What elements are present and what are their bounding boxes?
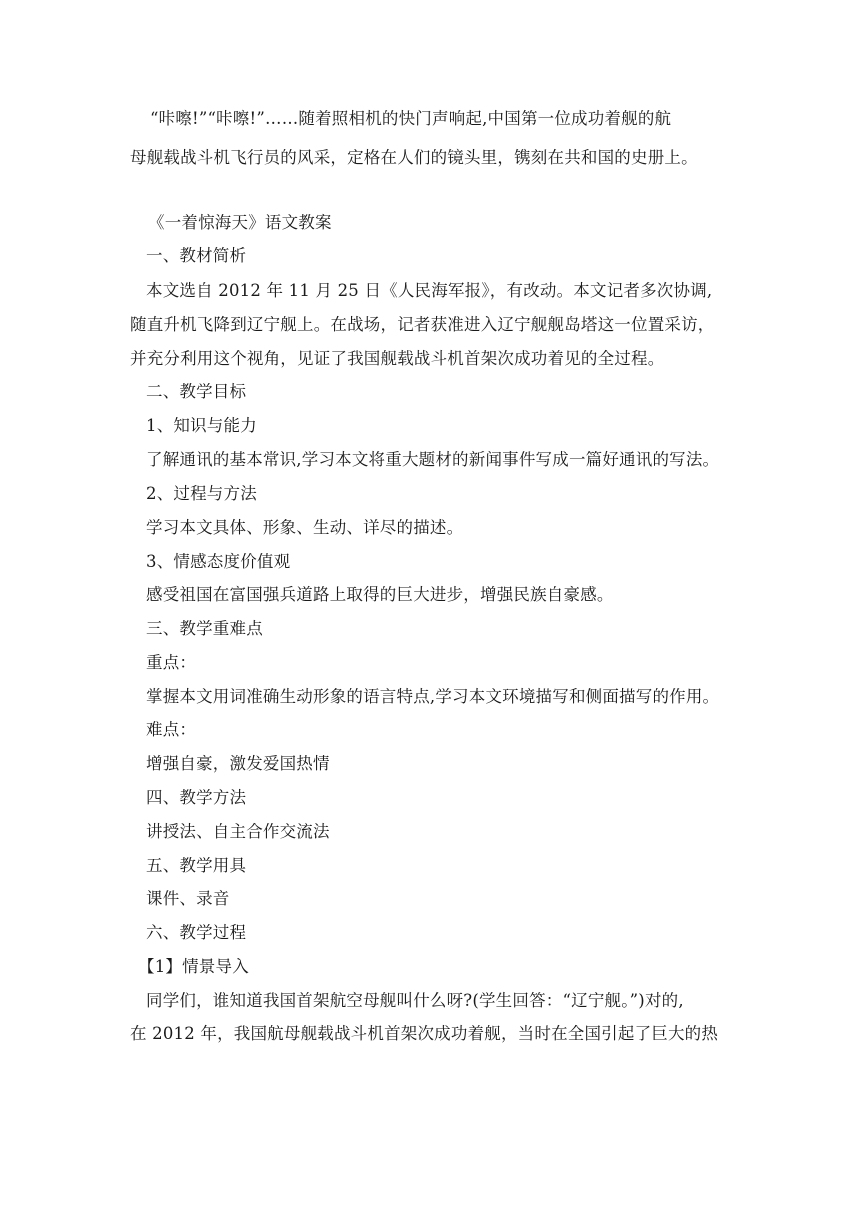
intro-line-2: 母舰载战斗机飞行员的风采，定格在人们的镜头里，镌刻在共和国的史册上。 xyxy=(130,148,698,167)
tools-body: 课件、录音 xyxy=(146,889,230,908)
section-heading-tools: 五、教学用具 xyxy=(146,856,247,875)
goal-heading-process: 2、过程与方法 xyxy=(146,484,257,503)
step-heading-scene-intro: 【1】情景导入 xyxy=(138,957,249,976)
goal-heading-knowledge: 1、知识与能力 xyxy=(146,416,257,435)
goal-heading-attitude: 3、情感态度价值观 xyxy=(146,552,291,571)
section-heading-textbook: 一、教材简析 xyxy=(146,246,247,265)
key-point-label: 重点： xyxy=(146,653,197,672)
textbook-paragraph-line-3: 并充分利用这个视角，见证了我国舰载战斗机首架次成功着见的全过程。 xyxy=(130,349,665,368)
textbook-paragraph-line-1: 本文选自 2012 年 11 月 25 日《人民海军报》，有改动。本文记者多次协调, xyxy=(146,281,713,300)
intro-line-1: “咔嚓!”“咔嚓!”……随着照相机的快门声响起,中国第一位成功着舰的航 xyxy=(150,109,672,128)
difficulty-label: 难点： xyxy=(146,720,197,739)
goal-body-attitude: 感受祖国在富国强兵道路上取得的巨大进步，增强民族自豪感。 xyxy=(146,585,614,604)
lesson-title: 《一着惊海天》语文教案 xyxy=(148,213,332,232)
difficulty-body: 增强自豪，激发爱国热情 xyxy=(146,754,330,773)
goal-body-knowledge: 了解通讯的基本常识,学习本文将重大题材的新闻事件写成一篇好通讯的写法。 xyxy=(146,450,720,469)
textbook-paragraph-line-2: 随直升机飞降到辽宁舰上。在战场，记者获准进入辽宁舰舰岛塔这一位置采访， xyxy=(130,315,715,334)
goal-body-process: 学习本文具体、形象、生动、详尽的描述。 xyxy=(146,518,464,537)
scene-intro-line-2: 在 2012 年，我国航母舰载战斗机首架次成功着舰，当时在全国引起了巨大的热 xyxy=(130,1024,719,1043)
methods-body: 讲授法、自主合作交流法 xyxy=(146,822,330,841)
section-heading-goals: 二、教学目标 xyxy=(146,382,247,401)
key-point-body: 掌握本文用词准确生动形象的语言特点,学习本文环境描写和侧面描写的作用。 xyxy=(146,687,720,706)
section-heading-process: 六、教学过程 xyxy=(146,923,247,942)
section-heading-key-points: 三、教学重难点 xyxy=(146,619,263,638)
scene-intro-line-1: 同学们，谁知道我国首架航空母舰叫什么呀?(学生回答：“辽宁舰。”)对的, xyxy=(146,991,684,1010)
section-heading-methods: 四、教学方法 xyxy=(146,788,247,807)
